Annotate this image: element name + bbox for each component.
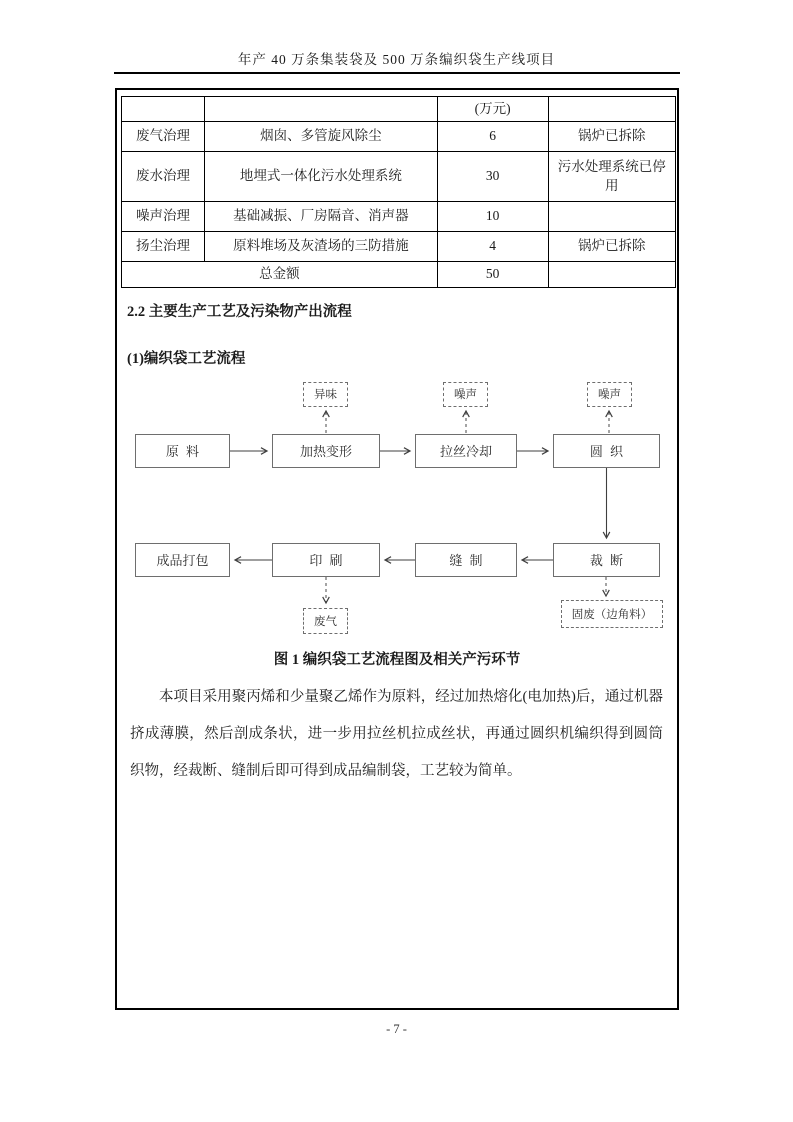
table-row-total (122, 261, 676, 287)
table-cell-measure: 基础减振、厂房隔音、消声器 (205, 201, 438, 231)
treatment-measures-table (121, 96, 676, 288)
table-cell-amount: 10 (437, 201, 548, 231)
table-cell-measure: 原料堆场及灰渣场的三防措施 (205, 231, 438, 261)
table-cell-remark: 锅炉已拆除 (548, 231, 675, 261)
table-cell-remark (548, 201, 675, 231)
emission-node-noise-2: 噪声 (587, 382, 632, 407)
table-cell-amount: 30 (437, 151, 548, 201)
table-row (122, 151, 676, 201)
emission-node-noise-1: 噪声 (443, 382, 488, 407)
table-cell-remark: 污水处理系统已停用 (548, 151, 675, 201)
table-cell-category: 扬尘治理 (122, 231, 205, 261)
table-row (122, 97, 676, 122)
figure-caption: 图 1 编织袋工艺流程图及相关产污环节 (273, 651, 521, 668)
table-cell-category: 废水治理 (122, 151, 205, 201)
table-cell-amount: 6 (437, 121, 548, 151)
process-node-raw-material: 原料 (135, 434, 230, 468)
content-frame (115, 88, 679, 1010)
table-cell-remark (548, 97, 675, 122)
table-row (122, 231, 676, 261)
table-cell-measure: 烟囱、多管旋风除尘 (205, 121, 438, 151)
table-cell-amount: 4 (437, 231, 548, 261)
page-header-title: 年产 40 万条集装袋及 500 万条编织袋生产线项目 (237, 52, 556, 67)
table-cell-category (122, 97, 205, 122)
emission-node-solid-waste: 固废（边角料） (561, 600, 663, 628)
emission-node-odor: 异味 (303, 382, 348, 407)
subsection-heading: (1)编织袋工艺流程 (127, 350, 246, 367)
process-node-circular-weave: 圆织 (553, 434, 660, 468)
table-cell-remark (548, 261, 675, 287)
section-heading: 2.2 主要生产工艺及污染物产出流程 (127, 303, 352, 320)
process-node-cutting: 裁断 (553, 543, 660, 577)
process-description-paragraph: 本项目采用聚丙烯和少量聚乙烯作为原料，经过加热熔化(电加热)后，通过机器挤成薄膜，然后剖成条状，进一步用拉丝机拉成丝状，再通过圆织机编织得到圆筒织物，经裁断、缝制后即可得到成品编制袋，工艺较为简单。 (130, 688, 663, 779)
table-cell-measure: 地埋式一体化污水处理系统 (205, 151, 438, 201)
table-cell-unit-header: (万元) (437, 97, 548, 122)
process-node-printing: 印刷 (272, 543, 380, 577)
table-row (122, 121, 676, 151)
process-node-draw-cool: 拉丝冷却 (415, 434, 517, 468)
page-number: - 7 - (386, 1022, 407, 1036)
process-node-sewing: 缝制 (415, 543, 517, 577)
table-cell-category: 废气治理 (122, 121, 205, 151)
table-cell-total-label: 总金额 (122, 261, 438, 287)
table-cell-measure (205, 97, 438, 122)
process-flowchart (117, 374, 677, 636)
table-cell-remark: 锅炉已拆除 (548, 121, 675, 151)
process-node-heat-deform: 加热变形 (272, 434, 380, 468)
process-node-packing: 成品打包 (135, 543, 230, 577)
emission-node-waste-gas: 废气 (303, 608, 348, 634)
table-cell-total-amount: 50 (437, 261, 548, 287)
header-rule (114, 72, 680, 74)
flow-arrows (117, 374, 677, 636)
table-cell-category: 噪声治理 (122, 201, 205, 231)
table-row (122, 201, 676, 231)
